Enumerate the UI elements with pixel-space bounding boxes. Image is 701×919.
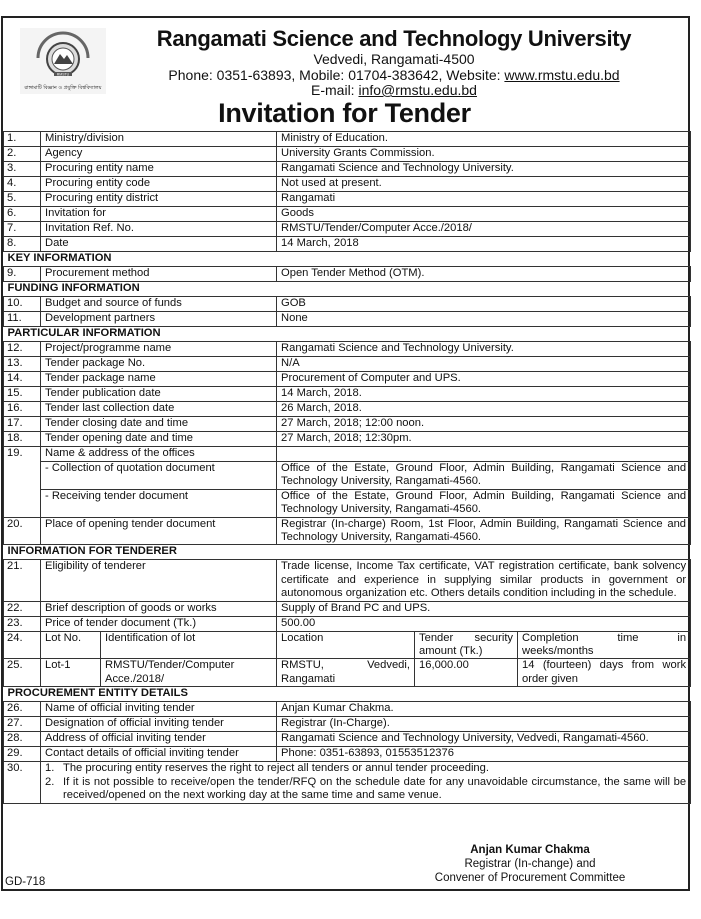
row-value: Registrar (In-Charge). (277, 717, 691, 732)
row-number: 28. (4, 732, 41, 747)
table-row (4, 616, 691, 631)
row-value: 14 March, 2018. (277, 387, 691, 402)
contact-line (100, 67, 688, 83)
row-label: Tender last collection date (41, 402, 277, 417)
row-value: Open Tender Method (OTM). (277, 267, 691, 282)
row-value: 26 March, 2018. (277, 402, 691, 417)
email-line (100, 82, 688, 98)
lot-security: 16,000.00 (415, 659, 518, 687)
table-row (4, 342, 691, 357)
tender-table-body (4, 132, 691, 804)
row-value: Rangamati Science and Technology University. (277, 162, 691, 177)
row-value: GOB (277, 297, 691, 312)
row-value: Rangamati Science and Technology University, Vedvedi, Rangamati-4560. (277, 732, 691, 747)
table-row (4, 207, 691, 222)
row-number: 17. (4, 417, 41, 432)
note-item (45, 762, 686, 775)
row-number: 4. (4, 177, 41, 192)
university-logo (20, 28, 106, 94)
lot-security-header: Tender security amount (Tk.) (415, 631, 518, 659)
row-number: 27. (4, 717, 41, 732)
row-value: Goods (277, 207, 691, 222)
row-number: 23. (4, 616, 41, 631)
table-row (4, 237, 691, 252)
row-value: Anjan Kumar Chakma. (277, 702, 691, 717)
section-header-row (4, 252, 691, 267)
row-number: 15. (4, 387, 41, 402)
row-number: 19. (4, 447, 41, 518)
table-row (4, 732, 691, 747)
section-header-row (4, 282, 691, 297)
notes-row (4, 762, 691, 803)
lot-completion-header: Completion time in weeks/months (518, 631, 691, 659)
table-row (4, 192, 691, 207)
row-label: Place of opening tender document (41, 517, 277, 545)
table-row (4, 702, 691, 717)
row-label: Agency (41, 147, 277, 162)
row-value: University Grants Commission. (277, 147, 691, 162)
row-number: 2. (4, 147, 41, 162)
notes-cell (41, 762, 691, 803)
table-row (4, 177, 691, 192)
row-value: Trade license, Income Tax certificate, VAT registration certificate, bank solvency certificate and experience in supplying similar products in government or autonomous organization etc. Others details condition including in the schedule. (277, 560, 691, 601)
university-address: Vedvedi, Rangamati-4500 (313, 51, 475, 67)
lot-header-row (4, 631, 691, 659)
lot-location-header: Location (277, 631, 415, 659)
row-number: 8. (4, 237, 41, 252)
section-header: PARTICULAR INFORMATION (4, 327, 691, 342)
row-label: Address of official inviting tender (41, 732, 277, 747)
signatory-title-2: Convener of Procurement Committee (434, 872, 626, 884)
table-row (4, 402, 691, 417)
row-label: - Receiving tender document (41, 489, 277, 517)
row-value: Rangamati Science and Technology University. (277, 342, 691, 357)
row-value: Office of the Estate, Ground Floor, Admin Building, Rangamati Science and Technology University, Rangamati-4560. (277, 462, 691, 490)
table-row (4, 447, 691, 462)
row-value: RMSTU/Tender/Computer Acce./2018/ (277, 222, 691, 237)
signatory-name: Anjan Kumar Chakma (470, 844, 590, 856)
row-value: Rangamati (277, 192, 691, 207)
lot-location: RMSTU, Vedvedi, Rangamati (277, 659, 415, 687)
row-number: 16. (4, 402, 41, 417)
signature-block (430, 843, 630, 885)
table-row (4, 132, 691, 147)
table-row (4, 222, 691, 237)
tender-table (3, 131, 691, 804)
row-value (277, 447, 691, 462)
row-value: Procurement of Computer and UPS. (277, 372, 691, 387)
table-row (4, 601, 691, 616)
note-text: If it is not possible to receive/open the tender/RFQ on the schedule date for any unavoidable circumstance, the same will be received/opened on the next working day at the same time and same venue. (63, 775, 687, 802)
lot-no-header: Lot No. (41, 631, 101, 659)
lot-row (4, 659, 691, 687)
row-label: Invitation Ref. No. (41, 222, 277, 237)
row-label: Project/programme name (41, 342, 277, 357)
table-row (4, 489, 691, 517)
row-label: Date (41, 237, 277, 252)
note-text: The procuring entity reserves the right to reject all tenders or annul tender proceeding. (63, 762, 489, 775)
row-value: N/A (277, 357, 691, 372)
row-label: Procuring entity name (41, 162, 277, 177)
note-number: 1. (45, 762, 55, 775)
row-value: 14 March, 2018 (277, 237, 691, 252)
row-value: Registrar (In-charge) Room, 1st Floor, Admin Building, Rangamati Science and Technology University, Rangamati-4560. (277, 517, 691, 545)
row-label: Tender package No. (41, 357, 277, 372)
row-label: Tender publication date (41, 387, 277, 402)
row-label: - Collection of quotation document (41, 462, 277, 490)
table-row (4, 147, 691, 162)
row-label: Procuring entity code (41, 177, 277, 192)
table-row (4, 372, 691, 387)
row-label: Tender closing date and time (41, 417, 277, 432)
row-value: None (277, 312, 691, 327)
table-row (4, 357, 691, 372)
row-label: Name of official inviting tender (41, 702, 277, 717)
signatory-title-1: Registrar (In-change) and (464, 858, 596, 870)
email-link[interactable]: info@rmstu.edu.bd (358, 82, 477, 98)
row-label: Procuring entity district (41, 192, 277, 207)
row-label: Procurement method (41, 267, 277, 282)
section-header-row (4, 327, 691, 342)
section-header: KEY INFORMATION (4, 252, 691, 267)
table-row (4, 297, 691, 312)
row-label: Budget and source of funds (41, 297, 277, 312)
table-row (4, 717, 691, 732)
row-number: 25. (4, 659, 41, 687)
row-value: 500.00 (277, 616, 691, 631)
row-number: 24. (4, 631, 41, 659)
table-row (4, 267, 691, 282)
lot-ident-header: Identification of lot (101, 631, 277, 659)
row-label: Tender package name (41, 372, 277, 387)
row-number: 9. (4, 267, 41, 282)
table-row (4, 162, 691, 177)
row-label: Ministry/division (41, 132, 277, 147)
university-name: Rangamati Science and Technology University (156, 26, 632, 51)
section-header: PROCUREMENT ENTITY DETAILS (4, 687, 691, 702)
row-number: 13. (4, 357, 41, 372)
email-label: E-mail: (311, 82, 359, 98)
row-label: Invitation for (41, 207, 277, 222)
section-header-row (4, 687, 691, 702)
row-label: Contact details of official inviting tender (41, 747, 277, 762)
row-label: Development partners (41, 312, 277, 327)
table-row (4, 417, 691, 432)
row-label: Name & address of the offices (41, 447, 277, 462)
lot-completion: 14 (fourteen) days from work order given (518, 659, 691, 687)
lot-no: Lot-1 (41, 659, 101, 687)
table-row (4, 517, 691, 545)
section-header-row (4, 545, 691, 560)
row-value: Supply of Brand PC and UPS. (277, 601, 691, 616)
row-label: Tender opening date and time (41, 432, 277, 447)
row-label: Brief description of goods or works (41, 601, 277, 616)
row-number: 6. (4, 207, 41, 222)
table-row (4, 560, 691, 601)
logo-text: RMSTU (56, 72, 70, 77)
table-row (4, 312, 691, 327)
row-number: 21. (4, 560, 41, 601)
section-header: INFORMATION FOR TENDERER (4, 545, 691, 560)
row-number: 22. (4, 601, 41, 616)
footer-code: GD-718 (5, 876, 46, 888)
phone-text: Phone: 0351-63893, Mobile: 01704-383642, Website: (168, 67, 505, 83)
row-number: 14. (4, 372, 41, 387)
row-label: Price of tender document (Tk.) (41, 616, 277, 631)
note-number: 2. (45, 775, 55, 788)
row-number: 20. (4, 517, 41, 545)
row-number: 10. (4, 297, 41, 312)
table-row (4, 387, 691, 402)
table-row (4, 432, 691, 447)
note-item (45, 776, 686, 803)
website-link[interactable]: www.rmstu.edu.bd (504, 67, 620, 83)
row-number: 30. (4, 762, 41, 803)
row-value: Not used at present. (277, 177, 691, 192)
row-label: Designation of official inviting tender (41, 717, 277, 732)
table-row (4, 462, 691, 490)
row-number: 26. (4, 702, 41, 717)
row-number: 11. (4, 312, 41, 327)
row-number: 12. (4, 342, 41, 357)
row-number: 1. (4, 132, 41, 147)
lot-ident: RMSTU/Tender/Computer Acce./2018/ (101, 659, 277, 687)
row-value: Phone: 0351-63893, 01553512376 (277, 747, 691, 762)
table-row (4, 747, 691, 762)
logo-caption: রাঙ্গামাটি বিজ্ঞান ও প্রযুক্তি বিশ্ববিদ্যালয় (24, 85, 102, 91)
row-number: 3. (4, 162, 41, 177)
notice-title: Invitation for Tender (218, 98, 471, 128)
row-number: 5. (4, 192, 41, 207)
row-value: Office of the Estate, Ground Floor, Admin Building, Rangamati Science and Technology University, Rangamati-4560. (277, 489, 691, 517)
section-header: FUNDING INFORMATION (4, 282, 691, 297)
row-value: Ministry of Education. (277, 132, 691, 147)
row-label: Eligibility of tenderer (41, 560, 277, 601)
row-value: 27 March, 2018; 12:00 noon. (277, 417, 691, 432)
row-number: 18. (4, 432, 41, 447)
row-value: 27 March, 2018; 12:30pm. (277, 432, 691, 447)
row-number: 29. (4, 747, 41, 762)
row-number: 7. (4, 222, 41, 237)
